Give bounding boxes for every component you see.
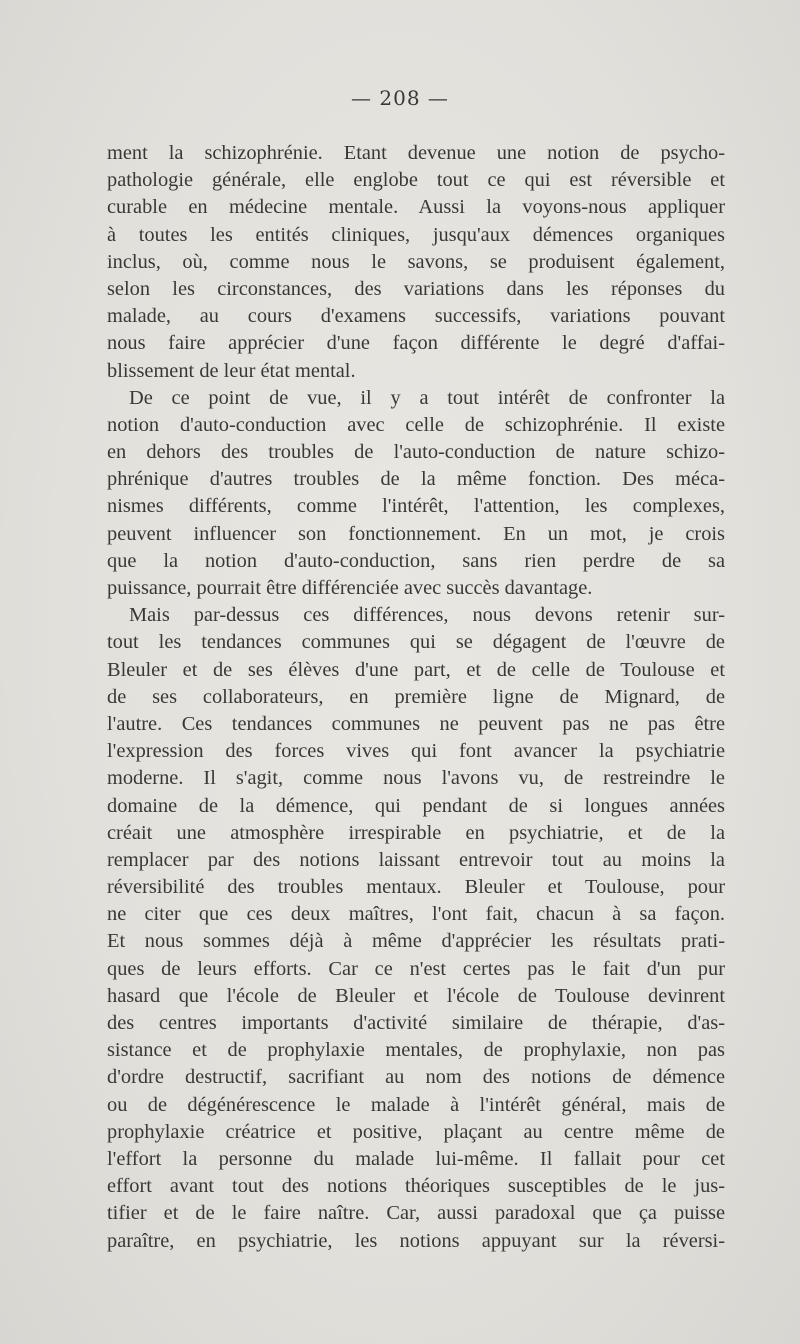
text-line: Mais par-dessus ces différences, nous devons retenir sur- [129, 604, 725, 627]
text-line: hasard que l'école de Bleuler et l'école de Toulouse devinrent [107, 984, 725, 1007]
text-line: ne citer que ces deux maîtres, l'ont fait, chacun à sa façon. [107, 903, 725, 926]
text-line: Et nous sommes déjà à même d'apprécier les résultats prati- [107, 930, 725, 953]
text-line: blissement de leur état mental. [107, 359, 356, 382]
text-line: à toutes les entités cliniques, jusqu'aux démences organiques [107, 223, 725, 246]
text-line: moderne. Il s'agit, comme nous l'avons vu, de restreindre le [107, 767, 725, 790]
text-line: puissance, pourrait être différenciée avec succès davantage. [107, 577, 593, 599]
text-line: l'expression des forces vives qui font avancer la psychiatrie [107, 740, 725, 763]
text-line: en dehors des troubles de l'auto-conduction de nature schizo- [107, 441, 725, 464]
text-line: De ce point de vue, il y a tout intérêt de confronter la [129, 386, 725, 409]
text-line: l'autre. Ces tendances communes ne peuvent pas ne pas être [107, 712, 725, 735]
text-line: pathologie générale, elle englobe tout ce qui est réversible et [107, 169, 725, 192]
text-line: nismes différents, comme l'intérêt, l'attention, les complexes, [107, 495, 725, 518]
page-number: — 208 — [351, 86, 449, 110]
text-line: curable en médecine mentale. Aussi la voyons-nous appliquer [107, 196, 725, 219]
text-line: des centres importants d'activité similaire de thérapie, d'as- [107, 1012, 725, 1034]
text-line: sistance et de prophylaxie mentales, de prophylaxie, non pas [107, 1039, 725, 1062]
text-line: tifier et de le faire naître. Car, aussi paradoxal que ça puisse [107, 1202, 725, 1225]
text-line: inclus, où, comme nous le savons, se produisent également, [107, 250, 725, 273]
text-line: créait une atmosphère irrespirable en psychiatrie, et de la [107, 821, 725, 844]
text-line: l'effort la personne du malade lui-même. Il fallait pour cet [107, 1147, 725, 1170]
text-line: ment la schizophrénie. Etant devenue une notion de psycho- [107, 142, 725, 164]
text-line: Bleuler et de ses élèves d'une part, et de celle de Toulouse et [107, 658, 725, 681]
text-line: nous faire apprécier d'une façon différente le degré d'affai- [107, 332, 725, 355]
text-line: peuvent influencer son fonctionnement. En un mot, je crois [107, 522, 725, 545]
text-line: réversibilité des troubles mentaux. Bleuler et Toulouse, pour [107, 876, 725, 899]
text-line: ou de dégénérescence le malade à l'intérêt général, mais de [107, 1093, 725, 1116]
text-line: phrénique d'autres troubles de la même fonction. Des méca- [107, 468, 725, 491]
text-line: effort avant tout des notions théoriques susceptibles de le jus- [107, 1175, 725, 1198]
text-line: selon les circonstances, des variations dans les réponses du [107, 277, 725, 300]
text-line: remplacer par des notions laissant entrevoir tout au moins la [107, 848, 725, 871]
body-text [107, 140, 725, 1255]
text-line: domaine de la démence, qui pendant de si longues années [107, 794, 725, 817]
text-line: ques de leurs efforts. Car ce n'est certes pas le fait d'un pur [107, 957, 725, 980]
text-line: que la notion d'auto-conduction, sans rien perdre de sa [107, 549, 725, 572]
text-line: notion d'auto-conduction avec celle de schizophrénie. Il existe [107, 413, 725, 436]
text-line: tout les tendances communes qui se dégagent de l'œuvre de [107, 631, 725, 654]
text-line: de ses collaborateurs, en première ligne de Mignard, de [107, 685, 725, 708]
text-line: d'ordre destructif, sacrifiant au nom des notions de démence [107, 1066, 725, 1089]
text-line: malade, au cours d'examens successifs, variations pouvant [107, 305, 725, 328]
text-line: prophylaxie créatrice et positive, plaçant au centre même de [107, 1120, 725, 1143]
text-line: paraître, en psychiatrie, les notions appuyant sur la réversi- [107, 1229, 725, 1252]
